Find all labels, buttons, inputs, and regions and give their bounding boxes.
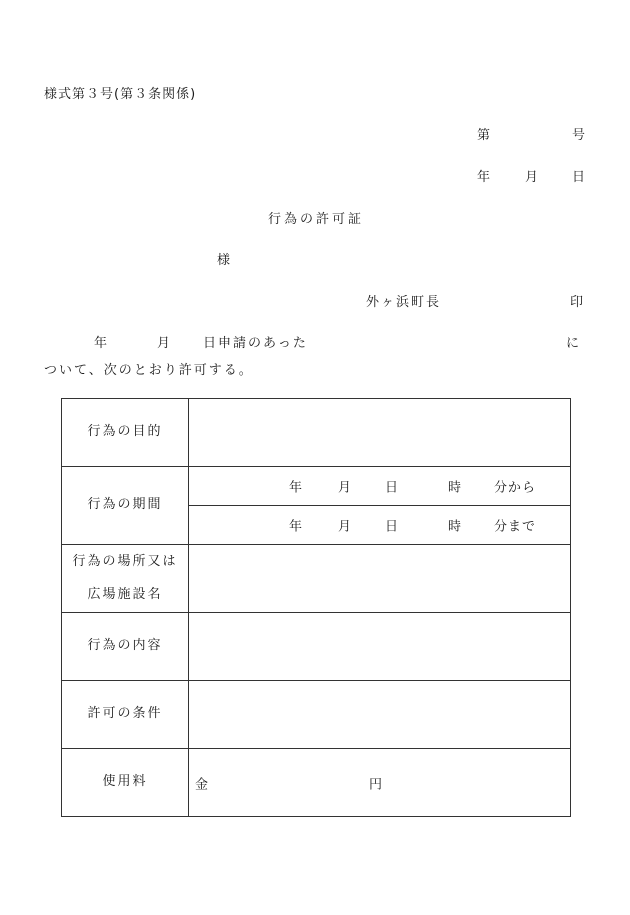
issuer-name: 外ヶ浜町長 bbox=[366, 295, 442, 310]
body-day-applied: 日申請のあった bbox=[203, 336, 308, 351]
issue-day-label: 日 bbox=[572, 170, 588, 185]
period-to-month: 月 bbox=[338, 519, 353, 535]
doc-number-go: 号 bbox=[572, 128, 588, 143]
period-from-month: 月 bbox=[338, 480, 353, 496]
period-to-day: 日 bbox=[385, 519, 400, 535]
place-label-line2: 広場施設名 bbox=[87, 586, 163, 602]
document-title: 行為の許可証 bbox=[268, 212, 365, 227]
place-label-line1: 行為の場所又は bbox=[72, 553, 178, 569]
body-year: 年 bbox=[94, 336, 110, 351]
place-value bbox=[189, 545, 571, 613]
period-label: 行為の期間 bbox=[62, 467, 189, 545]
content-value bbox=[189, 613, 571, 681]
permit-table bbox=[61, 398, 571, 817]
form-number: 様式第３号(第３条関係) bbox=[44, 87, 197, 102]
period-from-year: 年 bbox=[289, 480, 304, 496]
row-condition bbox=[62, 681, 571, 749]
doc-number-dai: 第 bbox=[477, 128, 493, 143]
content-label: 行為の内容 bbox=[62, 613, 189, 681]
fee-value bbox=[189, 749, 571, 817]
issue-month-label: 月 bbox=[525, 170, 541, 185]
row-content bbox=[62, 613, 571, 681]
period-from-minute: 分から bbox=[494, 480, 537, 496]
addressee-suffix: 様 bbox=[217, 253, 233, 268]
purpose-value bbox=[189, 399, 571, 467]
period-to-hour: 時 bbox=[448, 519, 463, 535]
row-place bbox=[62, 545, 571, 613]
row-purpose bbox=[62, 399, 571, 467]
row-fee bbox=[62, 749, 571, 817]
fee-label: 使用料 bbox=[62, 749, 189, 817]
condition-label: 許可の条件 bbox=[62, 681, 189, 749]
period-to-year: 年 bbox=[289, 519, 304, 535]
purpose-label: 行為の目的 bbox=[62, 399, 189, 467]
period-from-hour: 時 bbox=[448, 480, 463, 496]
condition-value bbox=[189, 681, 571, 749]
period-to-value bbox=[189, 506, 571, 545]
row-period-from bbox=[62, 467, 571, 506]
seal-mark: 印 bbox=[570, 295, 586, 310]
body-line2: ついて、次のとおり許可する。 bbox=[44, 363, 254, 378]
period-from-value bbox=[189, 467, 571, 506]
period-to-minute: 分まで bbox=[494, 519, 537, 535]
issue-year-label: 年 bbox=[477, 170, 493, 185]
period-from-day: 日 bbox=[385, 480, 400, 496]
fee-prefix: 金 bbox=[195, 777, 210, 792]
place-label bbox=[62, 545, 189, 613]
body-month: 月 bbox=[157, 336, 173, 351]
body-ni: に bbox=[566, 336, 582, 351]
fee-unit: 円 bbox=[369, 777, 384, 792]
